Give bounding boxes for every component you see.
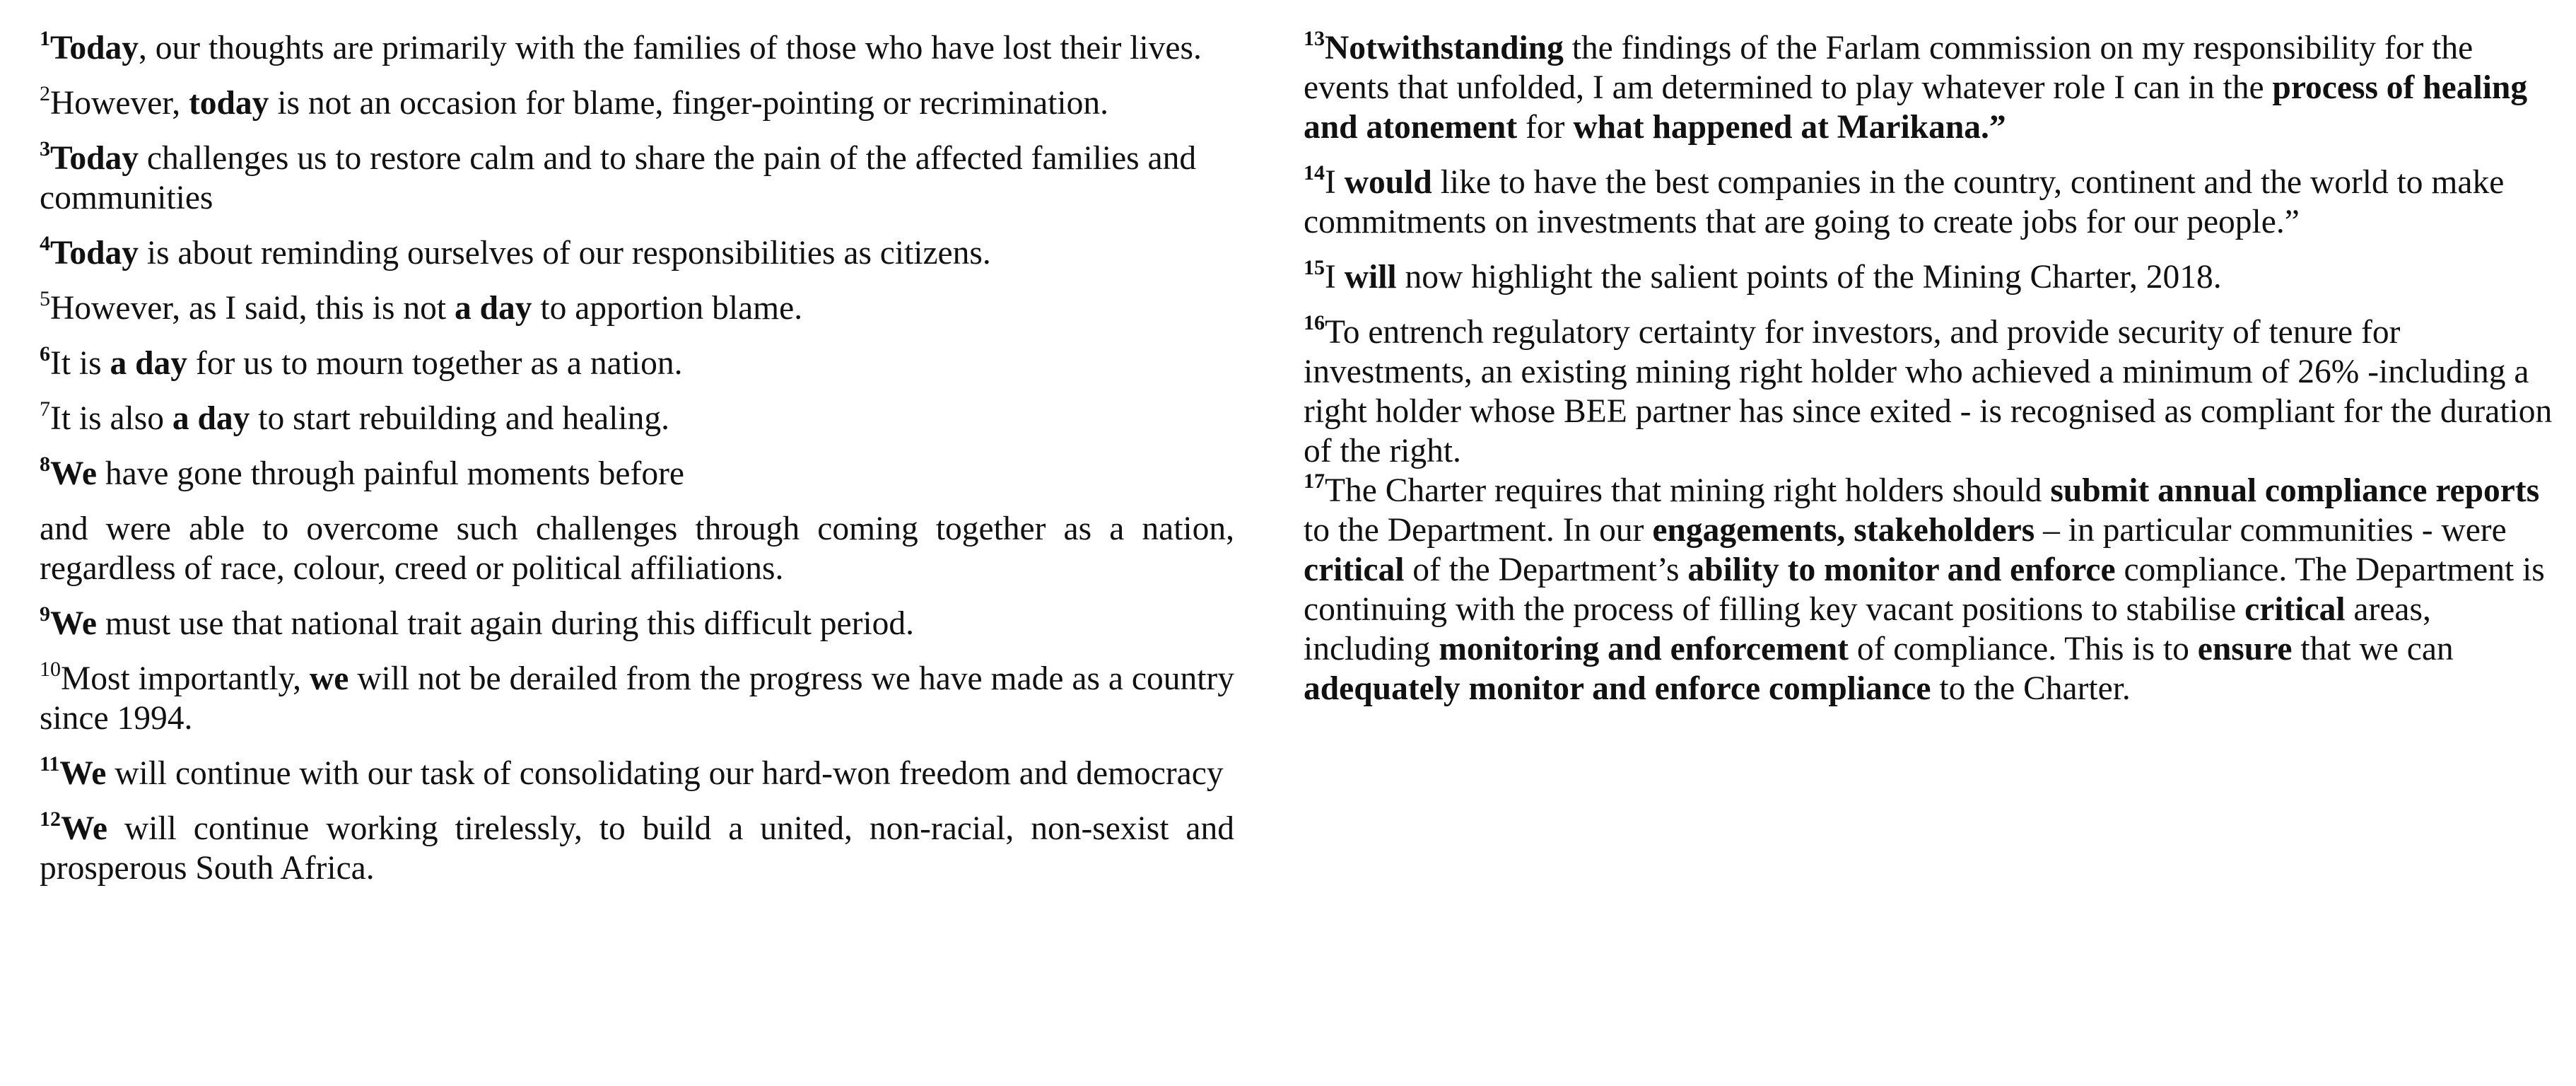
body-text: To entrench regulatory certainty for investors, and provide security of tenure for investments, an existing mining right holder who achieved a minimum of 26% -including a right holder whose BEE partner has since exited - is recognised as compliant for the duration of the right. — [1304, 314, 2553, 469]
paragraph-number: 3 — [40, 137, 50, 160]
paragraph-8-continued — [40, 509, 1234, 588]
paragraph-number: 5 — [40, 287, 50, 310]
emphasis-text: adequately monitor and enforce compliance — [1304, 670, 1931, 707]
paragraph-number: 15 — [1304, 256, 1325, 279]
paragraph-number: 12 — [40, 807, 61, 831]
emphasis-text: critical — [1304, 551, 1405, 588]
body-text: to apportion blame. — [532, 290, 803, 327]
paragraph-3 — [40, 139, 1234, 218]
emphasis-text: will — [1344, 259, 1397, 296]
emphasis-text: a day — [110, 345, 187, 382]
emphasis-text: today — [188, 85, 269, 122]
paragraph-number: 16 — [1304, 311, 1325, 334]
emphasis-text: would — [1344, 164, 1432, 201]
paragraph-number: 10 — [40, 658, 61, 681]
emphasis-text: what happened at Marikana.” — [1573, 109, 2006, 146]
body-text: , our thoughts are primarily with the families of those who have lost their lives. — [139, 30, 1202, 66]
body-text: now highlight the salient points of the Mining Charter, 2018. — [1396, 259, 2222, 296]
paragraph-7 — [40, 399, 1234, 438]
body-text: I — [1325, 164, 1345, 201]
body-text: for — [1517, 109, 1574, 146]
paragraph-number: 2 — [40, 82, 50, 105]
paragraph-number: 14 — [1304, 161, 1325, 185]
paragraph-1 — [40, 28, 1234, 68]
body-text: Most importantly, — [61, 660, 310, 697]
paragraph-9 — [40, 604, 1234, 643]
body-text: compliance. The Department is continuing with the process of filling key vacant positions to stabilise — [1304, 551, 2545, 628]
paragraph-13 — [1304, 28, 2562, 147]
paragraph-number: 8 — [40, 452, 50, 476]
body-text: – in particular communities - were — [2035, 512, 2507, 549]
body-text: is not an occasion for blame, finger-pointing or recrimination. — [269, 85, 1108, 122]
emphasis-text: submit annual compliance reports — [2050, 472, 2540, 509]
paragraph-12 — [40, 809, 1234, 888]
paragraph-2 — [40, 83, 1234, 123]
emphasis-text: critical — [2244, 591, 2346, 628]
body-text: that we can — [2292, 631, 2454, 667]
body-text: challenges us to restore calm and to share the pain of the affected families and communities — [40, 140, 1197, 216]
paragraph-number: 7 — [40, 397, 50, 421]
body-text: have gone through painful moments before — [96, 455, 684, 492]
paragraph-15 — [1304, 257, 2562, 297]
paragraph-8 — [40, 454, 1234, 494]
body-text: like to have the best companies in the country, continent and the world to make commitments on investments that are going to create jobs for our people.” — [1304, 164, 2505, 240]
paragraph-number: 1 — [40, 27, 50, 50]
emphasis-text: Today — [50, 30, 139, 66]
emphasis-text: ability to monitor and enforce — [1687, 551, 2116, 588]
paragraph-5 — [40, 288, 1234, 328]
emphasis-text: monitoring and enforcement — [1439, 631, 1849, 667]
body-text: I — [1325, 259, 1345, 296]
paragraph-number: 9 — [40, 602, 50, 626]
emphasis-text: We — [59, 755, 107, 792]
body-text: the findings of the Farlam commission on my responsibility for the events that unfolded, I am determined to play whatever role I can in the — [1304, 30, 2473, 106]
body-text: to the Charter. — [1931, 670, 2131, 707]
emphasis-text: Today — [50, 235, 139, 272]
emphasis-text: We — [61, 810, 107, 847]
emphasis-text: we — [309, 660, 349, 697]
body-text: to the Department. In our — [1304, 512, 1653, 549]
body-text: to start rebuilding and healing. — [250, 400, 670, 437]
body-text: of compliance. This is to — [1848, 631, 2198, 667]
body-text: and were able to overcome such challenges through coming together as a nation, regardless of race, colour, creed or political affiliations. — [40, 510, 1234, 587]
paragraph-14 — [1304, 163, 2562, 242]
body-text: areas, including — [1304, 591, 2431, 667]
paragraph-number: 6 — [40, 342, 50, 366]
right-column — [1304, 28, 2562, 708]
body-text: will not be derailed from the progress we have made as a country since 1994. — [40, 660, 1234, 737]
body-text: of the Department’s — [1404, 551, 1688, 588]
body-text: will continue with our task of consolidating our hard-won freedom and democracy — [106, 755, 1224, 792]
left-column — [40, 28, 1234, 888]
emphasis-text: process of healing and atonement — [1304, 69, 2528, 146]
paragraph-number: 17 — [1304, 469, 1325, 493]
body-text: However, as I said, this is not — [50, 290, 455, 327]
paragraph-16 — [1304, 313, 2562, 471]
emphasis-text: ensure — [2197, 631, 2293, 667]
paragraph-6 — [40, 344, 1234, 383]
body-text: for us to mourn together as a nation. — [187, 345, 683, 382]
body-text: It is also — [50, 400, 172, 437]
paragraph-number: 11 — [40, 752, 60, 776]
emphasis-text: We — [50, 605, 97, 642]
paragraph-number: 4 — [40, 232, 50, 255]
body-text: is about reminding ourselves of our responsibilities as citizens. — [139, 235, 991, 272]
emphasis-text: a day — [172, 400, 250, 437]
emphasis-text: Today — [50, 140, 139, 177]
emphasis-text: We — [50, 455, 97, 492]
paragraph-17 — [1304, 471, 2562, 708]
body-text: The Charter requires that mining right holders should — [1325, 472, 2051, 509]
body-text: However, — [50, 85, 189, 122]
body-text: must use that national trait again during this difficult period. — [96, 605, 915, 642]
paragraph-number: 13 — [1304, 27, 1325, 50]
paragraph-10 — [40, 659, 1234, 738]
paragraph-4 — [40, 233, 1234, 273]
emphasis-text: a day — [454, 290, 532, 327]
body-text: will continue working tirelessly, to build a united, non-racial, non-sexist and prosperous South Africa. — [40, 810, 1234, 887]
emphasis-text: engagements, stakeholders — [1652, 512, 2035, 549]
body-text: It is — [50, 345, 110, 382]
emphasis-text: Notwithstanding — [1325, 30, 1564, 66]
paragraph-11 — [40, 754, 1234, 793]
